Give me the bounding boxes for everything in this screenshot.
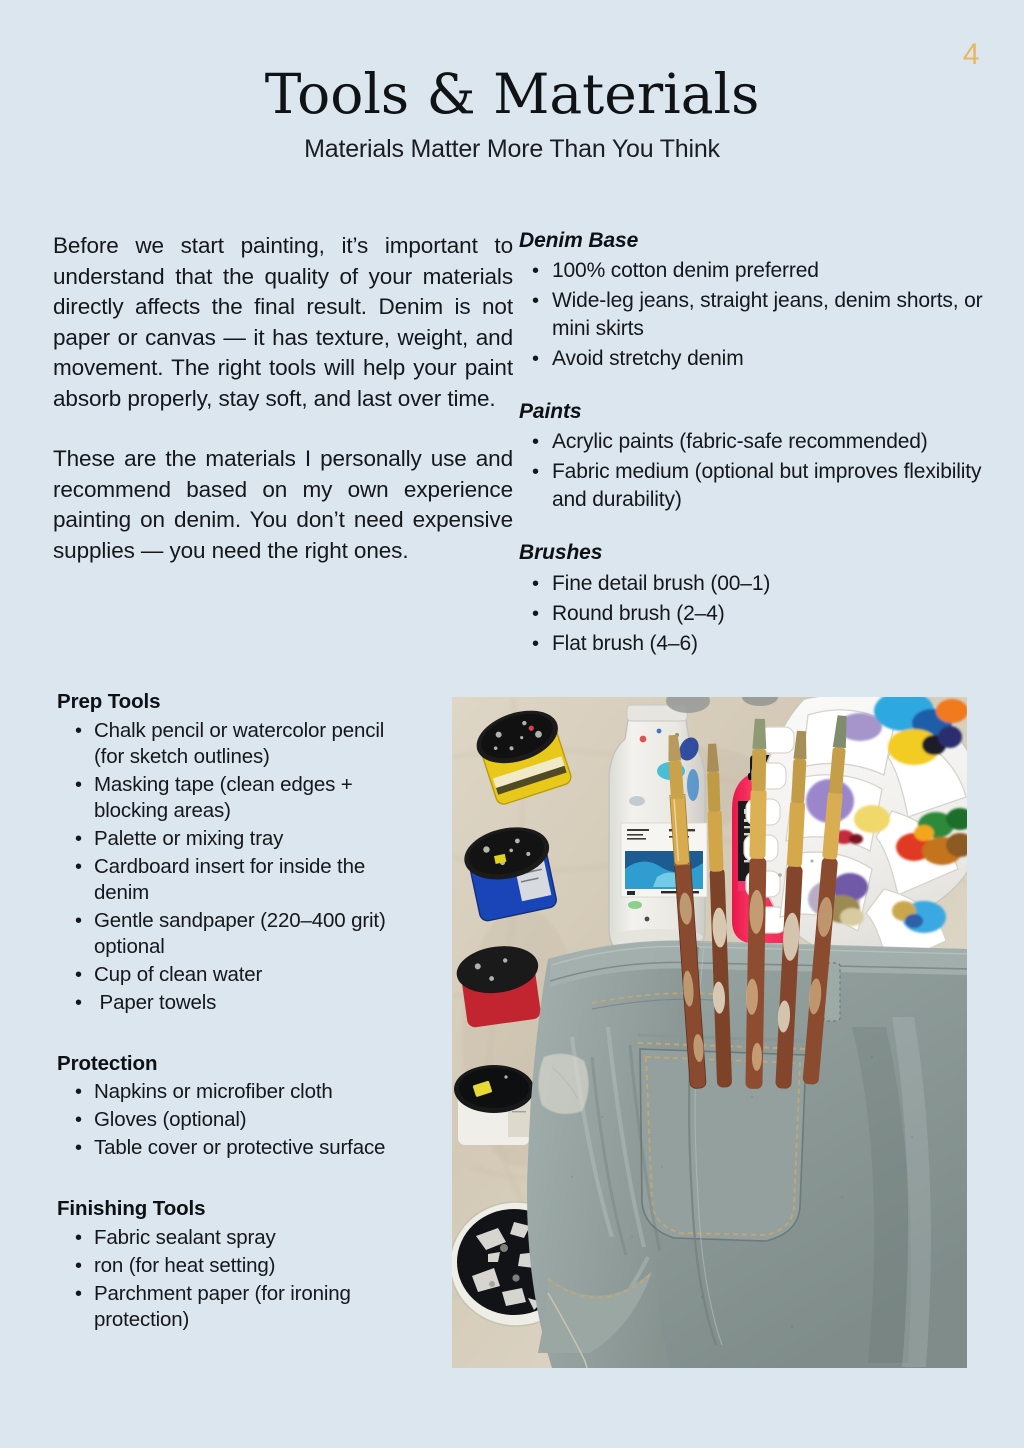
- section-finishing-tools: [57, 1197, 417, 1333]
- section-list: [57, 718, 417, 1016]
- section-heading: Protection: [57, 1051, 158, 1075]
- tools-column: [57, 690, 417, 1369]
- list-item: • Napkins or microfiber cloth: [57, 1079, 417, 1105]
- list-item: • Flat brush (4–6): [519, 630, 989, 658]
- list-item: • Gloves (optional): [57, 1107, 417, 1133]
- list-item: • Round brush (2–4): [519, 600, 989, 628]
- list-item: • Acrylic paints (fabric-safe recommended): [519, 428, 989, 456]
- list-item: • Wide-leg jeans, straight jeans, denim shorts, or mini skirts: [519, 287, 989, 343]
- list-item: • Palette or mixing tray: [57, 826, 417, 852]
- list-item: • Parchment paper (for ironing protection): [57, 1281, 417, 1333]
- list-item: • Paper towels: [57, 990, 417, 1016]
- section-denim-base: [519, 228, 989, 373]
- section-paints: [519, 399, 989, 514]
- page-title: Tools & Materials: [264, 62, 760, 126]
- section-brushes: [519, 540, 989, 657]
- section-list: [519, 570, 989, 658]
- list-item: • ron (for heat setting): [57, 1253, 417, 1279]
- list-item: • Avoid stretchy denim: [519, 345, 989, 373]
- section-heading: Paints: [519, 400, 582, 424]
- list-item: • Fine detail brush (00–1): [519, 570, 989, 598]
- section-heading: Brushes: [519, 541, 603, 565]
- supplies-photo-illustration: [452, 697, 967, 1368]
- page-subtitle: Materials Matter More Than You Think: [304, 134, 720, 163]
- section-protection: [57, 1052, 417, 1162]
- section-list: [57, 1225, 417, 1333]
- list-item: • Chalk pencil or watercolor pencil (for sketch outlines): [57, 718, 417, 770]
- page-number: 4: [962, 38, 980, 71]
- supplies-photo: [452, 697, 967, 1368]
- list-item: • Masking tape (clean edges + blocking areas): [57, 772, 417, 824]
- section-list: [57, 1079, 417, 1161]
- spec-column: [519, 228, 989, 660]
- section-prep-tools: [57, 690, 417, 1016]
- list-item: • 100% cotton denim preferred: [519, 257, 989, 285]
- section-heading: Prep Tools: [57, 690, 161, 713]
- list-item: • Fabric sealant spray: [57, 1225, 417, 1251]
- list-item: • Table cover or protective surface: [57, 1135, 417, 1161]
- section-heading: Finishing Tools: [57, 1197, 206, 1221]
- list-item: • Cardboard insert for inside the denim: [57, 854, 417, 906]
- list-item: • Gentle sandpaper (220–400 grit) optional: [57, 908, 417, 960]
- intro-paragraph-2: These are the materials I personally use and recommend based on my own experience painting on denim. You don’t need expensive supplies — you need the right ones.: [53, 446, 513, 563]
- section-list: [519, 257, 989, 373]
- intro-paragraph-1: Before we start painting, it’s important to understand that the quality of your materials directly affects the final result. Denim is not paper or canvas — it has texture, weight, and movement. The right tools will help your paint absorb properly, stay soft, and last over time.: [53, 233, 513, 411]
- page-header: [0, 62, 1024, 164]
- list-item: • Cup of clean water: [57, 962, 417, 988]
- list-item: • Fabric medium (optional but improves flexibility and durability): [519, 458, 989, 514]
- section-list: [519, 428, 989, 514]
- section-heading: Denim Base: [519, 229, 639, 252]
- intro-column: [53, 231, 513, 566]
